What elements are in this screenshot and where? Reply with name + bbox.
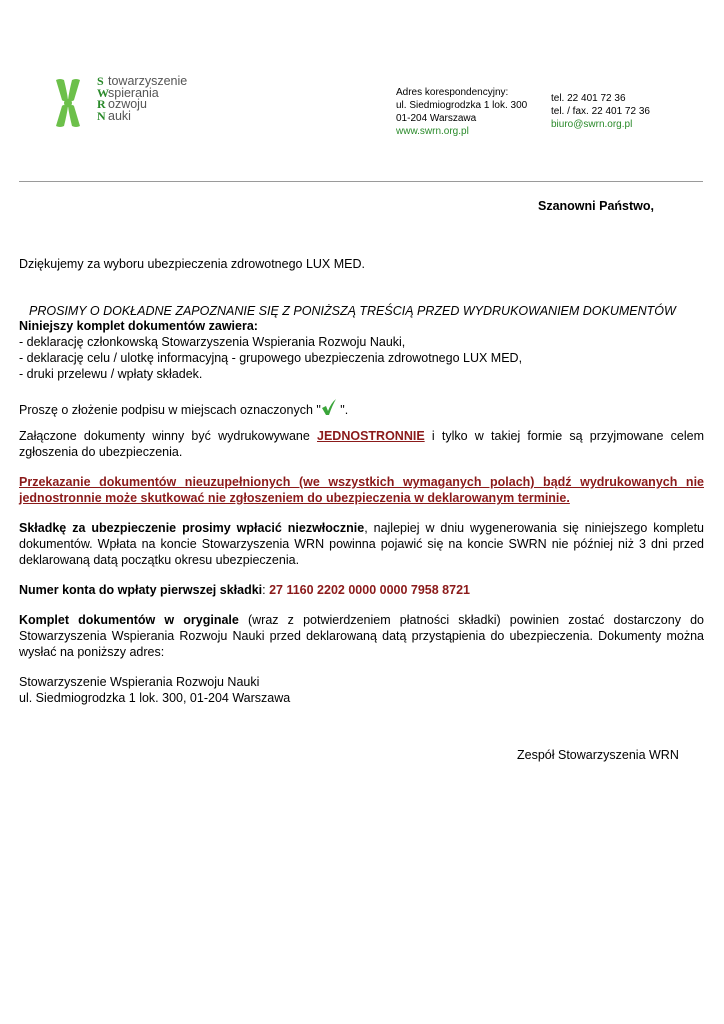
kit-contents (19, 318, 522, 382)
original-documents-paragraph: Komplet dokumentów w oryginale (wraz z potwierdzeniem płatności składki) powinien zostać dostarczony do Stowarzyszenia Wspierania Rozwoju Nauki przed deklarowaną datą przystąpienia do ubezpieczenia. Dokumenty można wysłać na poniższy adres: (19, 613, 704, 659)
mailing-name: Stowarzyszenie Wspierania Rozwoju Nauki (19, 675, 260, 689)
chromosome-logo-icon (54, 78, 82, 128)
signature-team: Zespół Stowarzyszenia WRN (517, 748, 679, 762)
header-divider (19, 181, 703, 182)
logo-line: S towarzyszenie (97, 74, 188, 88)
list-item: - druki przelewu / wpłaty składek. (19, 367, 203, 381)
address-street: ul. Siedmiogrodzka 1 lok. 300 (396, 100, 528, 111)
fax-number: tel. / fax. 22 401 72 36 (551, 106, 650, 117)
address-label: Adres korespondencyjny: (396, 87, 509, 98)
greeting: Szanowni Państwo, (538, 199, 654, 213)
phone-number: tel. 22 401 72 36 (551, 93, 626, 104)
logo-line: N auki (97, 108, 131, 123)
correspondence-address (396, 86, 527, 138)
account-number-line: Numer konta do wpłaty pierwszej składki: 27 1160 2202 0000 0000 7958 8721 (19, 583, 470, 597)
list-item: - deklarację członkowską Stowarzyszenia Wspierania Rozwoju Nauki, (19, 335, 406, 349)
address-city: 01-204 Warszawa (396, 113, 477, 124)
single-sided-highlight: JEDNOSTRONNIE (317, 429, 425, 443)
warning-paragraph: Przekazanie dokumentów nieuzupełnionych (we wszystkich wymaganych polach) bądź wydrukowanych nie jednostronnie może skutkować nie zgłoszeniem do ubezpieczenia w deklarowanym terminie. (19, 475, 704, 505)
logo-line: Wspierania (97, 85, 159, 100)
website-link[interactable]: www.swrn.org.pl (396, 126, 469, 137)
print-instruction: Załączone dokumenty winny być wydrukowywane JEDNOSTRONNIE i tylko w takiej formie są przyjmowane celem zgłoszenia do ubezpieczenia. (19, 429, 704, 459)
checkmark-icon (321, 398, 337, 416)
read-carefully-notice: PROSIMY O DOKŁADNE ZAPOZNANIE SIĘ Z PONIŻSZĄ TREŚCIĄ PRZED WYDRUKOWANIEM DOKUMENTÓW (29, 304, 676, 318)
organization-logo-text (97, 76, 187, 122)
payment-paragraph: Składkę za ubezpieczenie prosimy wpłacić niezwłocznie, najlepiej w dniu wygenerowania się niniejszego kompletu dokumentów. Wpłata na koncie Stowarzyszenia WRN powinna pojawić się na koncie SWRN nie później niż 3 dni przed deklarowaną datą początku okresu ubezpieczenia. (19, 521, 704, 567)
mailing-address (19, 674, 290, 706)
contact-block (551, 92, 650, 131)
thanks-paragraph: Dziękujemy za wyboru ubezpieczenia zdrowotnego LUX MED. (19, 257, 365, 271)
mailing-street: ul. Siedmiogrodzka 1 lok. 300, 01-204 Warszawa (19, 691, 291, 705)
account-number: 27 1160 2202 0000 0000 7958 8721 (269, 583, 470, 597)
kit-heading: Niniejszy komplet dokumentów zawiera: (19, 319, 258, 333)
logo-line: R ozwoju (97, 97, 147, 111)
signature-instruction: Proszę o złożenie podpisu w miejscach oznaczonych " ". (19, 398, 348, 418)
list-item: - deklarację celu / ulotkę informacyjną - grupowego ubezpieczenia zdrowotnego LUX MED, (19, 351, 523, 365)
email-link[interactable]: biuro@swrn.org.pl (551, 119, 633, 130)
